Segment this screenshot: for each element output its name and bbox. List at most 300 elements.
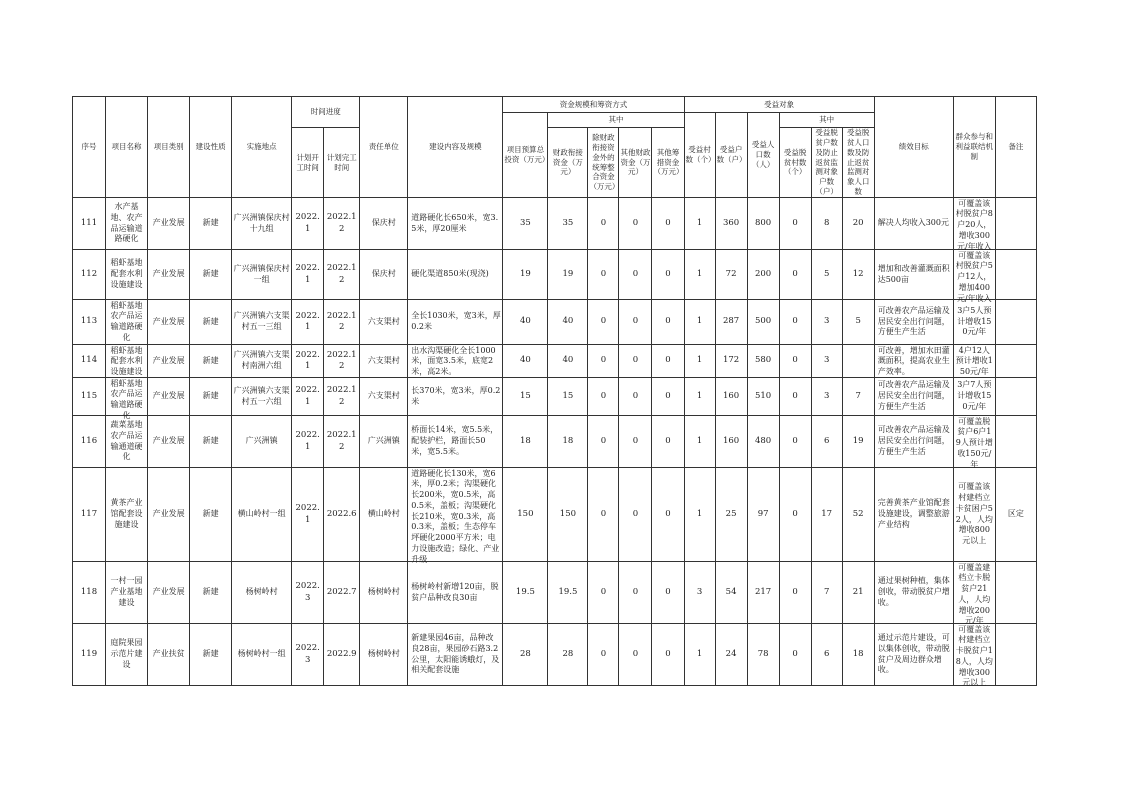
cell-mechanism <box>953 345 995 378</box>
cell-location <box>232 624 292 686</box>
cell-end-text: 2022.6 <box>326 508 357 519</box>
cell-seq <box>73 624 106 686</box>
cell-poor-population-text: 7 <box>855 390 861 401</box>
cell-population-text: 580 <box>754 355 772 366</box>
cell-households-text: 160 <box>722 435 740 446</box>
cell-integrated-text: 0 <box>600 648 607 659</box>
cell-category <box>148 416 190 468</box>
cell-villages <box>684 345 715 378</box>
cell-seq <box>73 345 106 378</box>
cell-poor-households <box>811 300 842 345</box>
cell-goal <box>874 468 953 562</box>
cell-other-raised <box>652 624 684 686</box>
cell-start-text: 2022.1 <box>295 212 320 234</box>
cell-other-fiscal-text: 0 <box>632 508 639 519</box>
cell-fiscal-text: 35 <box>562 217 574 228</box>
cell-poor-households <box>811 345 842 378</box>
cell-content-text: 道路硬化长130米，宽6米，厚0.2米；沟渠硬化长200米，宽0.5米，高0.5米，盖板；沟渠硬化长210米，宽0.3米，高0.3米，盖板；生态停车坪硬化2000平方米；电力设施改造；绿化、产业升级 <box>411 468 500 564</box>
cell-budget <box>503 624 548 686</box>
cell-poor-population-text: 21 <box>852 586 864 597</box>
cell-remark <box>995 562 1036 624</box>
cell-category <box>148 345 190 378</box>
cell-other-fiscal <box>619 562 652 624</box>
cell-location <box>232 378 292 416</box>
cell-population <box>747 198 779 250</box>
cell-fiscal <box>548 250 588 300</box>
cell-fiscal <box>548 300 588 345</box>
cell-poor-villages <box>779 468 811 562</box>
col-nature: 建设性质 <box>190 97 232 198</box>
cell-poor-villages-text: 0 <box>792 390 798 401</box>
cell-households <box>715 468 747 562</box>
cell-poor-population <box>842 345 874 378</box>
table-row <box>73 250 1037 300</box>
cell-households <box>715 378 747 416</box>
cell-goal <box>874 250 953 300</box>
cell-nature-text: 新建 <box>202 587 219 597</box>
cell-budget-text: 35 <box>519 217 531 228</box>
cell-seq <box>73 250 106 300</box>
cell-location-text: 广兴洲镇六支渠村五一六组 <box>233 385 290 406</box>
cell-poor-households <box>811 250 842 300</box>
cell-goal <box>874 378 953 416</box>
cell-villages-text: 1 <box>696 648 703 659</box>
cell-integrated <box>588 624 619 686</box>
cell-nature-text: 新建 <box>202 391 219 401</box>
cell-name <box>106 468 148 562</box>
cell-unit <box>360 378 408 416</box>
cell-name-text: 一村一园产业基地建设 <box>110 576 143 607</box>
cell-other-raised-text: 0 <box>665 435 671 446</box>
cell-nature-text: 新建 <box>202 218 219 228</box>
cell-integrated-text: 0 <box>600 217 607 228</box>
cell-poor-households-text: 17 <box>821 508 833 519</box>
cell-goal-text: 增加和改善灌溉面积达500亩 <box>877 263 950 284</box>
cell-poor-villages-text: 0 <box>792 217 798 228</box>
cell-unit-text: 杨树岭村 <box>367 587 400 597</box>
cell-location <box>232 300 292 345</box>
col-ben-of-which: 其中 <box>779 113 874 128</box>
cell-unit <box>360 624 408 686</box>
cell-name <box>106 624 148 686</box>
cell-budget <box>503 468 548 562</box>
cell-category <box>148 250 190 300</box>
col-funds: 资金规模和筹资方式 <box>503 97 684 113</box>
cell-households-text: 72 <box>725 268 737 279</box>
cell-fiscal <box>548 345 588 378</box>
cell-end <box>324 378 360 416</box>
cell-mechanism <box>953 300 995 345</box>
cell-content-text: 长370米，宽3米，厚0.2米 <box>411 385 501 406</box>
cell-poor-villages-text: 0 <box>792 648 798 659</box>
cell-population-text: 800 <box>754 217 772 228</box>
cell-location-text: 广兴洲镇 <box>245 436 278 446</box>
cell-end-text: 2022.12 <box>326 310 357 332</box>
cell-other-raised-text: 0 <box>665 355 671 366</box>
cell-start <box>292 198 324 250</box>
cell-name-text: 稻虾基地配套水利设施建设 <box>110 258 143 289</box>
cell-location-text: 广兴洲镇六支渠村南洲六组 <box>233 350 290 370</box>
cell-other-raised-text: 0 <box>665 316 671 327</box>
cell-other-fiscal <box>619 250 652 300</box>
cell-unit <box>360 345 408 378</box>
col-content: 建设内容及规模 <box>408 97 503 198</box>
cell-fiscal-text: 40 <box>562 355 574 366</box>
cell-content <box>408 468 503 562</box>
cell-poor-population-text: 19 <box>852 435 864 446</box>
cell-seq-text: 112 <box>80 268 98 279</box>
table-row <box>73 198 1037 250</box>
cell-mechanism <box>953 250 995 303</box>
cell-poor-households-text: 8 <box>823 217 830 228</box>
cell-content <box>408 624 503 686</box>
cell-population-text: 217 <box>754 586 772 597</box>
cell-location <box>232 345 292 378</box>
cell-integrated <box>588 250 619 300</box>
cell-goal-text: 可改善，增加水田灌溉面积，提高农业生产效率。 <box>877 345 950 377</box>
cell-other-fiscal-text: 0 <box>632 316 639 327</box>
cell-budget-text: 18 <box>519 435 531 446</box>
cell-villages <box>684 416 715 468</box>
cell-integrated-text: 0 <box>600 586 607 597</box>
col-category: 项目类别 <box>148 97 190 198</box>
cell-fiscal <box>548 468 588 562</box>
cell-nature-text: 新建 <box>202 355 219 365</box>
cell-villages <box>684 562 715 624</box>
cell-unit-text: 保庆村 <box>371 218 396 228</box>
cell-budget-text: 40 <box>519 355 531 366</box>
cell-goal-text: 解决人均收入300元 <box>877 218 949 228</box>
col-other-raised: 其他筹措资金（万元） <box>652 128 684 198</box>
cell-nature-text: 新建 <box>202 269 219 279</box>
cell-households-text: 54 <box>725 586 737 597</box>
cell-seq-text: 115 <box>80 390 98 401</box>
cell-goal-text: 可改善农产品运输及居民安全出行问题，方便生产生活 <box>877 425 950 456</box>
cell-unit-text: 横山岭村 <box>367 509 400 519</box>
col-funds-of-which: 其中 <box>548 113 684 128</box>
cell-population-text: 510 <box>754 390 772 401</box>
cell-integrated-text: 0 <box>600 268 607 279</box>
cell-budget <box>503 300 548 345</box>
cell-households <box>715 624 747 686</box>
cell-other-fiscal <box>619 300 652 345</box>
cell-budget-text: 150 <box>517 508 534 519</box>
cell-remark <box>995 198 1036 250</box>
cell-budget-text: 15 <box>519 390 531 401</box>
cell-name-text: 稻虾基地农产品运输道路硬化 <box>110 300 143 342</box>
cell-other-fiscal <box>619 416 652 468</box>
cell-location <box>232 250 292 300</box>
cell-population-text: 200 <box>754 268 772 279</box>
col-end: 计划完工时间 <box>324 128 360 198</box>
cell-other-raised <box>652 345 684 378</box>
cell-other-fiscal <box>619 198 652 250</box>
cell-poor-villages <box>779 562 811 624</box>
cell-goal-text: 可改善农产品运输及居民安全出行问题，方便生产生活 <box>877 305 950 337</box>
col-goal: 绩效目标 <box>874 97 953 198</box>
cell-poor-villages-text: 0 <box>792 435 798 446</box>
cell-other-fiscal-text: 0 <box>632 390 639 401</box>
cell-mechanism <box>953 562 995 624</box>
table-row <box>73 416 1037 468</box>
cell-content <box>408 250 503 300</box>
cell-seq <box>73 468 106 562</box>
cell-seq-text: 111 <box>80 217 98 228</box>
cell-other-fiscal <box>619 624 652 686</box>
cell-poor-households <box>811 378 842 416</box>
cell-goal <box>874 624 953 686</box>
cell-integrated-text: 0 <box>600 435 607 446</box>
col-fiscal: 财政衔接资金（万元） <box>548 128 588 198</box>
cell-category <box>148 624 190 686</box>
cell-poor-villages <box>779 378 811 416</box>
cell-end-text: 2022.9 <box>326 648 357 659</box>
cell-other-raised <box>652 250 684 300</box>
cell-name-text: 稻虾基地配套水利设施建设 <box>110 345 143 377</box>
col-name: 项目名称 <box>106 97 148 198</box>
cell-goal <box>874 198 953 250</box>
cell-households <box>715 416 747 468</box>
cell-poor-villages <box>779 250 811 300</box>
cell-fiscal-text: 150 <box>559 508 577 519</box>
cell-remark-text: 区定 <box>1007 509 1024 519</box>
cell-content-text: 杨树岭村新增120亩，脱贫户品种改良30亩 <box>411 581 499 602</box>
cell-integrated-text: 0 <box>600 508 607 519</box>
cell-start-text: 2022.1 <box>295 310 320 332</box>
cell-nature <box>190 198 232 250</box>
cell-integrated-text: 0 <box>600 316 607 327</box>
cell-poor-population <box>842 250 874 300</box>
cell-households-text: 360 <box>722 217 740 228</box>
cell-category-text: 产业发展 <box>152 436 185 446</box>
cell-mechanism <box>953 378 995 416</box>
cell-integrated <box>588 300 619 345</box>
cell-category <box>148 198 190 250</box>
cell-location <box>232 416 292 468</box>
cell-end-text: 2022.12 <box>326 349 357 371</box>
cell-start-text: 2022.1 <box>295 349 320 371</box>
col-poor-households: 受益脱贫户数及防止返贫监测对象户数（户） <box>811 128 842 198</box>
cell-poor-villages-text: 0 <box>792 355 798 366</box>
cell-goal-text: 通过果树种植，集体创收，带动脱贫户增收。 <box>877 576 950 607</box>
cell-nature-text: 新建 <box>202 649 219 659</box>
cell-population-text: 78 <box>757 648 769 659</box>
cell-location-text: 杨树岭村 <box>245 587 278 597</box>
cell-population <box>747 624 779 686</box>
cell-location <box>232 562 292 624</box>
cell-content <box>408 378 503 416</box>
cell-location-text: 杨树岭村一组 <box>237 649 286 659</box>
cell-seq-text: 114 <box>80 355 98 366</box>
cell-budget-text: 40 <box>519 316 531 327</box>
cell-poor-households-text: 7 <box>823 586 830 597</box>
cell-unit-text: 杨树岭村 <box>367 649 400 659</box>
cell-population-text: 500 <box>754 316 772 327</box>
cell-seq-text: 117 <box>80 508 98 519</box>
cell-population <box>747 416 779 468</box>
col-households: 受益户数（户） <box>715 113 747 198</box>
cell-end <box>324 562 360 624</box>
cell-mechanism <box>953 468 995 562</box>
cell-name <box>106 416 148 468</box>
cell-seq-text: 118 <box>80 586 98 597</box>
cell-other-fiscal-text: 0 <box>632 217 639 228</box>
cell-end-text: 2022.12 <box>326 385 357 407</box>
cell-content <box>408 345 503 378</box>
cell-other-fiscal-text: 0 <box>632 355 639 366</box>
cell-content-text: 全长1030米，宽3米，厚0.2米 <box>411 311 501 331</box>
cell-households <box>715 345 747 378</box>
table-body <box>73 198 1037 686</box>
cell-start-text: 2022.1 <box>295 430 320 452</box>
cell-fiscal-text: 40 <box>562 316 574 327</box>
cell-start <box>292 624 324 686</box>
cell-mechanism-text: 可覆盖该村脱贫户8户20人，增收300元/年收入 <box>955 198 993 251</box>
cell-unit-text: 保庆村 <box>371 269 396 279</box>
cell-unit <box>360 250 408 300</box>
cell-households <box>715 198 747 250</box>
cell-budget-text: 19.5 <box>515 586 535 597</box>
cell-end-text: 2022.12 <box>326 263 357 285</box>
cell-start <box>292 250 324 300</box>
col-seq: 序号 <box>73 97 106 198</box>
cell-poor-households <box>811 198 842 250</box>
cell-end-text: 2022.12 <box>326 430 357 452</box>
cell-seq <box>73 198 106 250</box>
cell-poor-villages-text: 0 <box>792 586 798 597</box>
cell-remark <box>995 468 1036 562</box>
cell-seq <box>73 416 106 468</box>
cell-end <box>324 624 360 686</box>
cell-population <box>747 300 779 345</box>
cell-poor-population <box>842 416 874 468</box>
cell-location-text: 横山岭村一组 <box>237 509 286 519</box>
cell-other-fiscal <box>619 468 652 562</box>
cell-poor-households-text: 3 <box>823 316 830 327</box>
cell-content-text: 新建果园46亩，品种改良28亩，果园砂石路3.2公里，太阳能诱蛾灯，及相关配套设施 <box>411 632 500 675</box>
cell-poor-population-text: 52 <box>852 508 864 519</box>
cell-budget <box>503 416 548 468</box>
cell-remark <box>995 345 1036 378</box>
cell-other-fiscal-text: 0 <box>632 586 639 597</box>
cell-population-text: 480 <box>754 435 772 446</box>
cell-other-fiscal <box>619 345 652 378</box>
cell-other-fiscal-text: 0 <box>632 268 639 279</box>
cell-category-text: 产业发展 <box>152 391 185 401</box>
cell-households-text: 24 <box>725 648 737 659</box>
cell-villages-text: 1 <box>696 217 703 228</box>
cell-remark <box>995 416 1036 468</box>
cell-location <box>232 468 292 562</box>
cell-goal-text: 通过示范片建设，可以集体创收，带动脱贫户及周边群众增收。 <box>877 632 950 675</box>
cell-fiscal-text: 28 <box>562 648 574 659</box>
cell-mechanism <box>953 624 995 686</box>
cell-poor-villages <box>779 416 811 468</box>
cell-name <box>106 250 148 300</box>
col-budget: 项目预算总投资（万元） <box>503 113 548 198</box>
cell-unit <box>360 198 408 250</box>
cell-location-text: 广兴洲镇保庆村十九组 <box>233 212 290 233</box>
cell-other-raised-text: 0 <box>665 586 671 597</box>
cell-unit-text: 六支渠村 <box>367 355 400 365</box>
cell-end <box>324 300 360 345</box>
cell-households-text: 160 <box>722 390 740 401</box>
cell-mechanism-text: 可覆盖该村建档立卡贫困户52人，人均增收800元以上 <box>955 482 993 546</box>
cell-population-text: 97 <box>757 508 769 519</box>
col-schedule: 时间进度 <box>292 97 360 128</box>
cell-category-text: 产业发展 <box>152 509 185 519</box>
cell-other-fiscal-text: 0 <box>632 435 639 446</box>
table-row <box>73 624 1037 686</box>
cell-nature <box>190 378 232 416</box>
table-row <box>73 378 1037 416</box>
table-row <box>73 345 1037 378</box>
cell-start <box>292 345 324 378</box>
cell-fiscal <box>548 624 588 686</box>
cell-other-raised-text: 0 <box>665 268 671 279</box>
cell-name-text: 蔬菜基地农产品运输通道硬化 <box>110 419 143 462</box>
cell-end-text: 2022.7 <box>326 586 357 597</box>
cell-villages-text: 3 <box>696 586 703 597</box>
cell-poor-villages <box>779 300 811 345</box>
cell-poor-population <box>842 378 874 416</box>
cell-poor-villages-text: 0 <box>792 316 798 327</box>
cell-end <box>324 345 360 378</box>
cell-poor-households-text: 3 <box>823 390 830 401</box>
cell-start-text: 2022.1 <box>295 385 320 407</box>
cell-households-text: 287 <box>722 316 740 327</box>
cell-start-text: 2022.3 <box>295 643 320 665</box>
cell-other-raised-text: 0 <box>665 508 671 519</box>
cell-nature <box>190 416 232 468</box>
cell-villages <box>684 300 715 345</box>
cell-poor-households-text: 6 <box>823 648 830 659</box>
cell-villages <box>684 198 715 250</box>
cell-unit-text: 六支渠村 <box>367 316 400 326</box>
cell-name-text: 黄茶产业馆配套设施建设 <box>110 498 143 529</box>
cell-villages-text: 1 <box>696 435 703 446</box>
cell-start-text: 2022.3 <box>295 581 320 603</box>
cell-poor-population <box>842 624 874 686</box>
cell-households-text: 25 <box>725 508 737 519</box>
cell-end <box>324 468 360 562</box>
cell-poor-households <box>811 416 842 468</box>
cell-content <box>408 562 503 624</box>
cell-unit-text: 广兴洲镇 <box>367 436 400 446</box>
col-start: 计划开工时间 <box>292 128 324 198</box>
cell-category-text: 产业发展 <box>152 218 185 228</box>
cell-name-text: 稻虾基地农产品运输道路硬化 <box>110 378 143 420</box>
cell-fiscal <box>548 378 588 416</box>
cell-mechanism-text: 可覆盖建档立卡脱贫户21人，人均增收200元/年 <box>958 562 991 626</box>
cell-goal <box>874 416 953 468</box>
col-integrated: 除财政衔接资金外的统筹整合资金（万元） <box>588 128 619 198</box>
cell-unit <box>360 300 408 345</box>
col-other-fiscal: 其他财政资金（万元） <box>619 128 652 198</box>
cell-remark <box>995 300 1036 345</box>
cell-nature <box>190 300 232 345</box>
cell-content-text: 出水沟渠硬化全长1000米，面宽3.5米，底宽2米，高2米。 <box>411 345 496 377</box>
cell-category <box>148 300 190 345</box>
cell-integrated <box>588 416 619 468</box>
cell-start <box>292 416 324 468</box>
cell-poor-population <box>842 562 874 624</box>
cell-goal-text: 可改善农产品运输及居民安全出行问题，方便生产生活 <box>877 380 950 411</box>
cell-name <box>106 198 148 250</box>
cell-nature-text: 新建 <box>202 316 219 326</box>
cell-other-raised <box>652 300 684 345</box>
cell-budget <box>503 250 548 300</box>
